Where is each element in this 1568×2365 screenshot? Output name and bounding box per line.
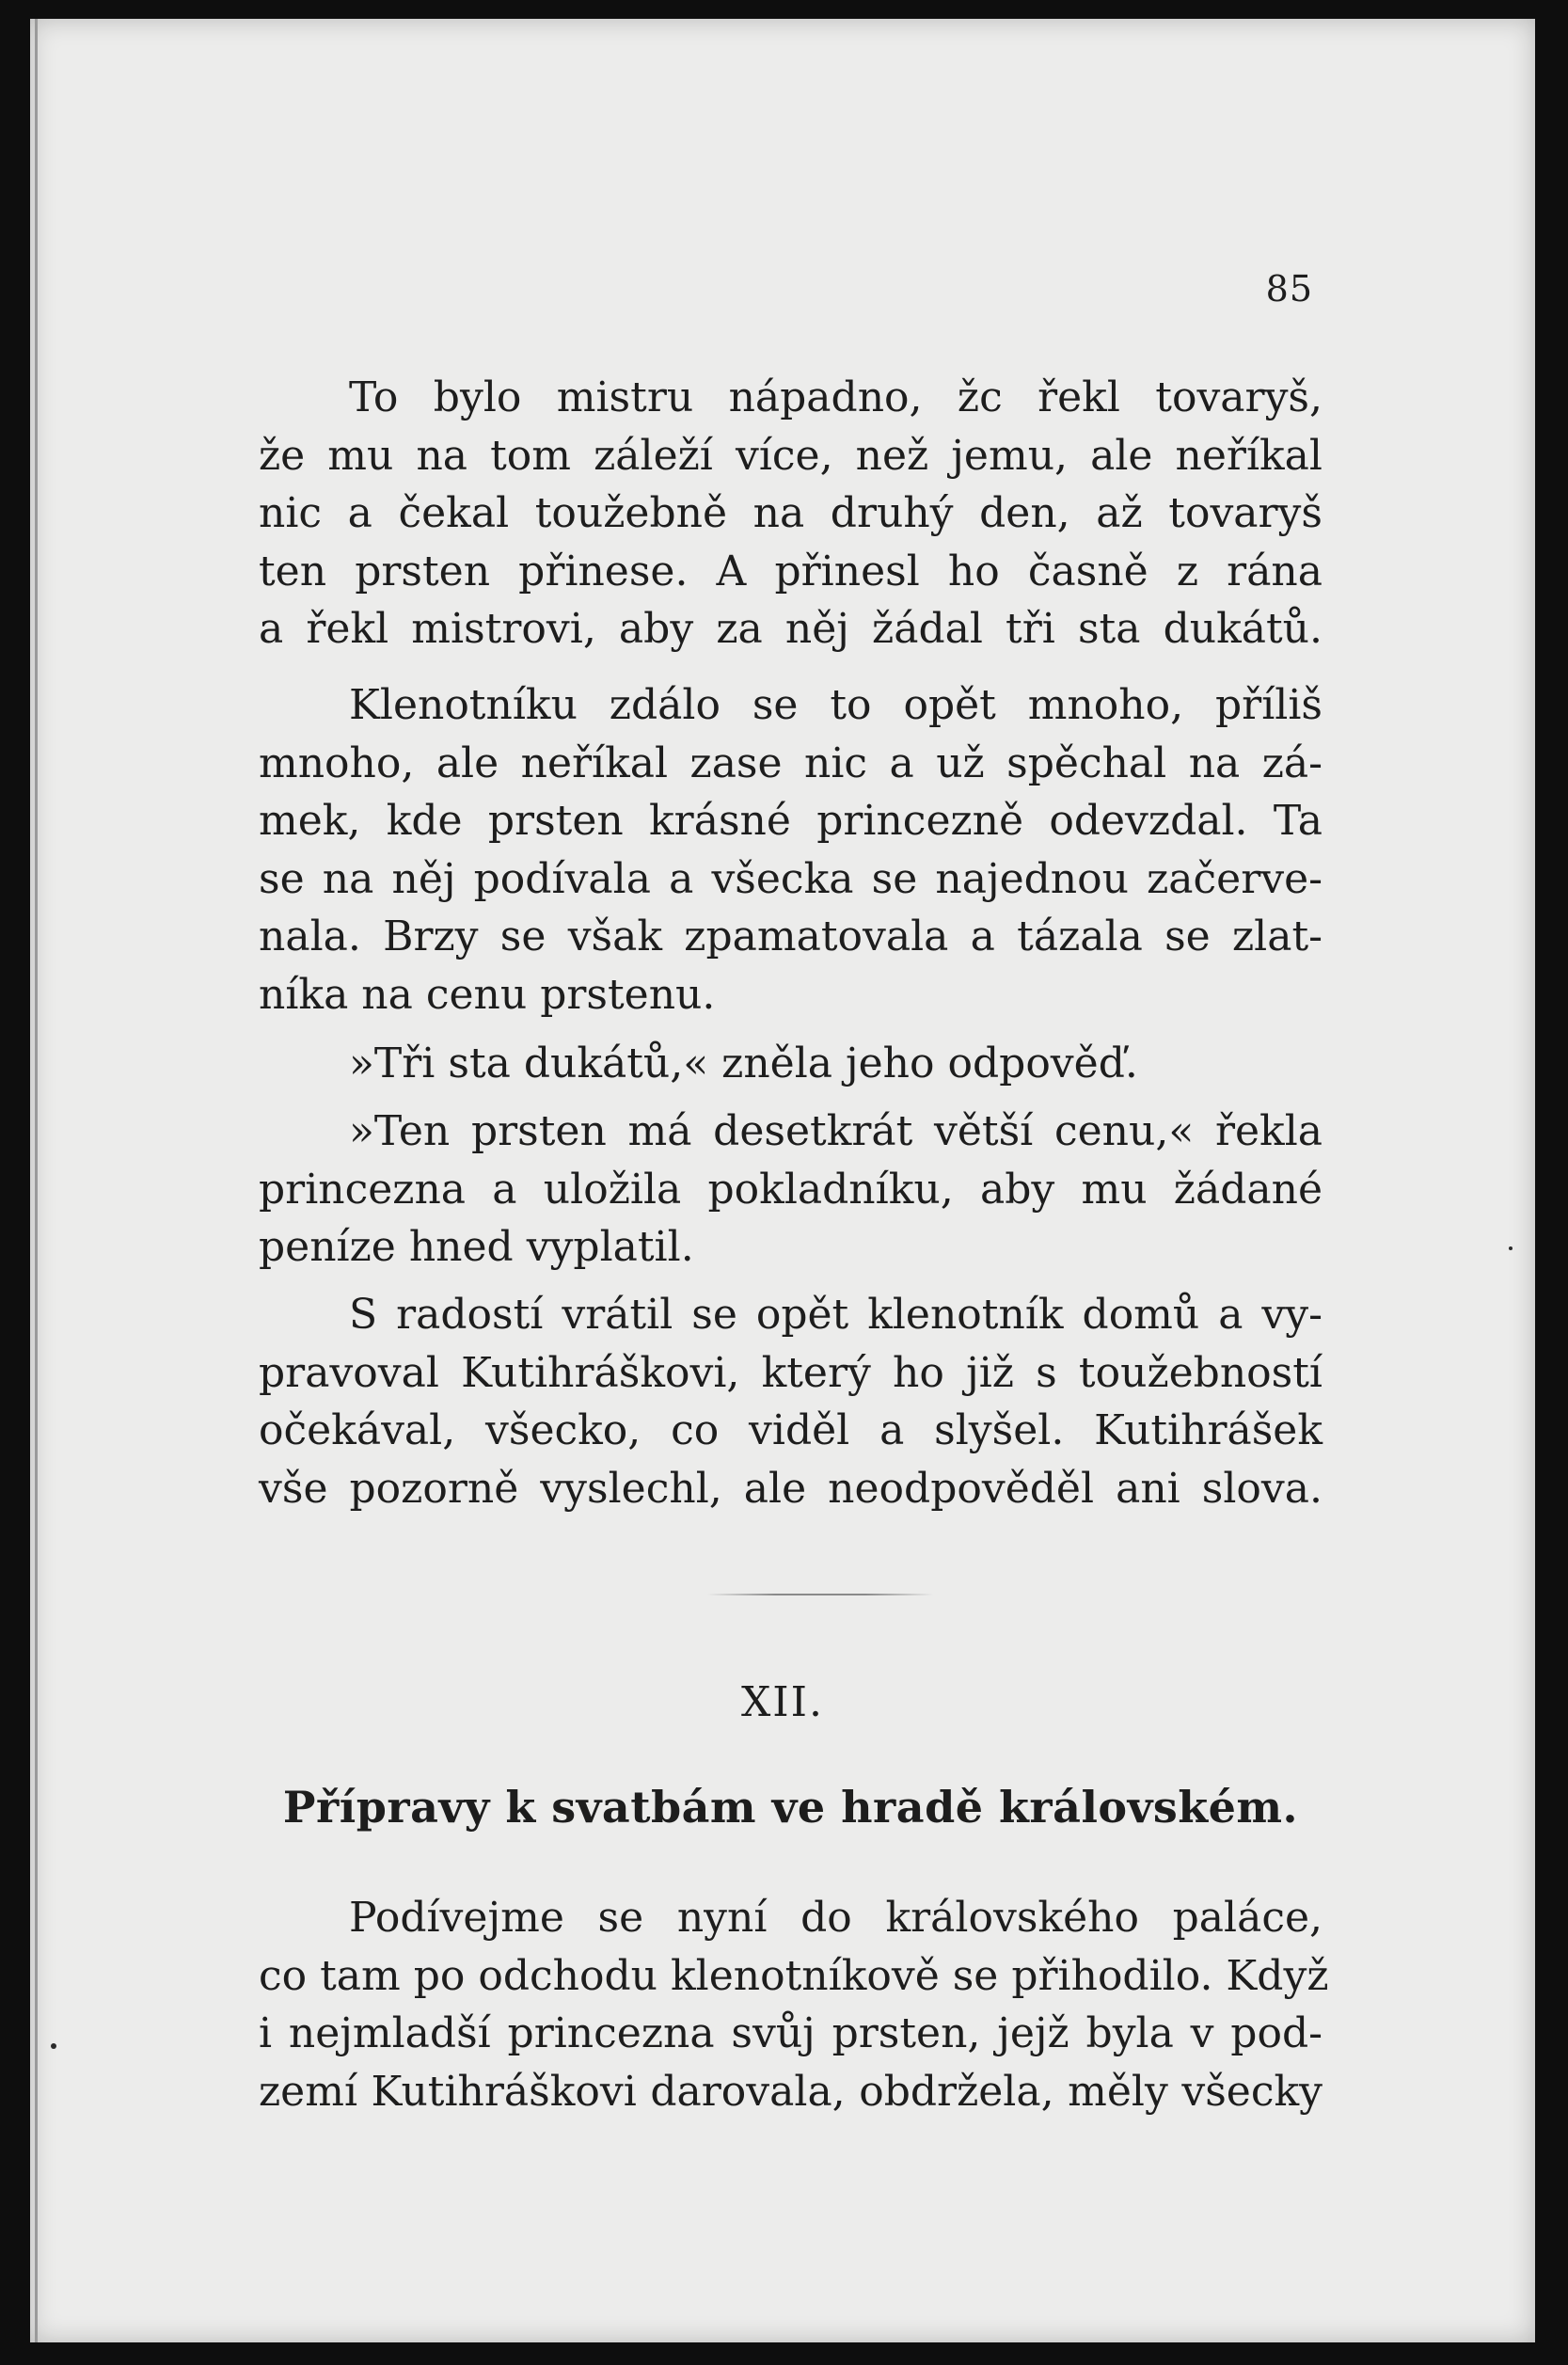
paragraph-5 xyxy=(259,1286,1323,1517)
text-line: níka na cenu prstenu. xyxy=(259,970,716,1019)
text-line: Podívejme se nyní do královského paláce, xyxy=(349,1894,1323,1942)
paragraph-4 xyxy=(259,1103,1323,1277)
book-page xyxy=(30,19,1535,2342)
page-number: 85 xyxy=(1265,268,1313,310)
paragraph-3 xyxy=(259,1035,1323,1093)
text-line: zemí Kutihráškovi darovala, obdržela, měly všecky xyxy=(259,2067,1323,2116)
text-line: S radostí vrátil se opět klenotník domů a vy- xyxy=(349,1291,1323,1339)
text-line: očekával, všecko, co viděl a slyšel. Kutihrášek xyxy=(259,1406,1323,1454)
text-line: i nejmladší princezna svůj prsten, jejž byla v pod- xyxy=(259,2009,1323,2057)
text-line: co tam po odchodu klenotníkově se přihodilo. Když xyxy=(259,1951,1329,2000)
chapter-title: Přípravy k svatbám ve hradě královském. xyxy=(282,1782,1299,1833)
text-line: se na něj podívala a všecka se najednou začerve- xyxy=(259,854,1323,903)
text-line: nala. Brzy se však zpamatovala a tázala se zlat- xyxy=(259,913,1323,960)
text-line: peníze hned vyplatil. xyxy=(259,1223,694,1271)
ink-speck xyxy=(1509,1246,1513,1250)
text-line: Klenotníku zdálo se to opět mnoho, příliš xyxy=(349,681,1323,729)
chapter-number: XII. xyxy=(740,1678,825,1726)
text-line: a řekl mistrovi, aby za něj žádal tři sta dukátů. xyxy=(259,605,1323,653)
text-line: »Ten prsten má desetkrát větší cenu,« řekla xyxy=(349,1107,1323,1155)
paragraph-6 xyxy=(259,1889,1329,2120)
text-line: »Tři sta dukátů,« zněla jeho odpověď. xyxy=(349,1040,1138,1087)
text-line: mnoho, ale neříkal zase nic a už spěchal na zá- xyxy=(259,738,1323,787)
ink-speck xyxy=(51,2043,56,2049)
text-line: To bylo mistru nápadno, žc řekl tovaryš, xyxy=(349,373,1323,421)
text-line: mek, kde prsten krásné princezně odevzdal. Ta xyxy=(259,797,1323,845)
text-line: ten prsten přinese. A přinesl ho časně z rána xyxy=(259,547,1323,595)
binding-edge xyxy=(35,19,38,2342)
text-line: vše pozorně vyslechl, ale neodpověděl ani slova. xyxy=(259,1464,1323,1513)
paragraph-1 xyxy=(259,369,1323,659)
text-line: princezna a uložila pokladníku, aby mu žádané xyxy=(259,1165,1323,1214)
text-line: nic a čekal toužebně na druhý den, až tovaryš xyxy=(259,489,1323,537)
text-line: pravoval Kutihráškovi, který ho již s toužebností xyxy=(259,1348,1323,1397)
paragraph-2 xyxy=(259,676,1323,1024)
section-divider xyxy=(707,1594,933,1595)
text-line: že mu na tom záleží více, než jemu, ale neříkal xyxy=(259,431,1323,480)
